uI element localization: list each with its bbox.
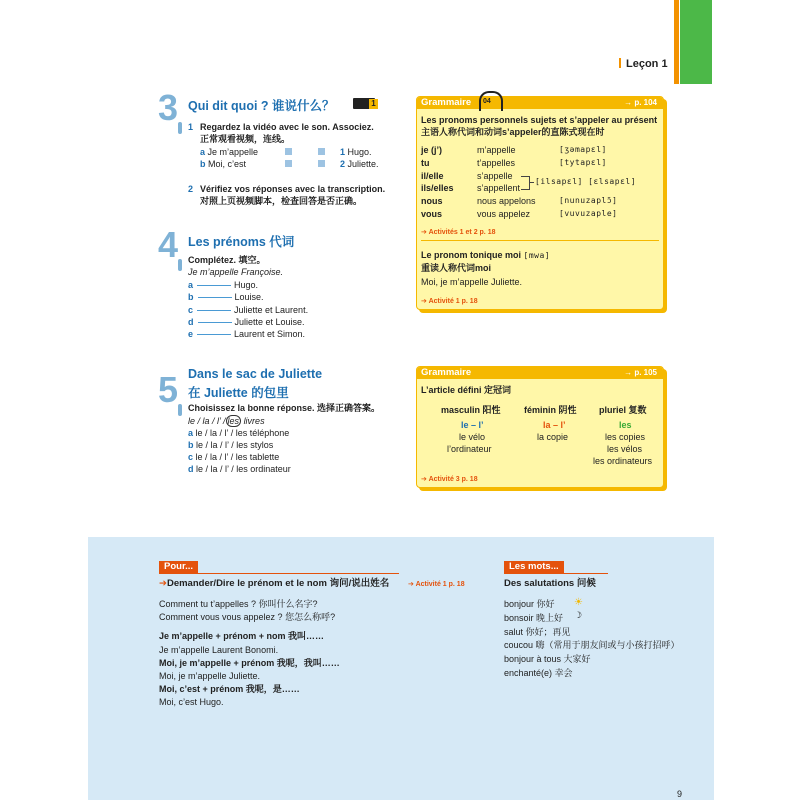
pronoun: il/elle [421,171,444,181]
ex4-item[interactable]: c Juliette et Laurent. [188,305,309,315]
grammar-box-article [416,366,664,488]
ex4-item[interactable]: a Hugo. [188,280,259,290]
q1-instruction-cn: 正常观看视频，连线。 [200,134,291,144]
example-word: les ordinateurs [593,456,653,466]
exercise-5-number: 5 [158,369,179,410]
verb-form: m’appelle [477,145,516,155]
phrase-line: Je m’appelle + prénom + nom 我叫…… [159,631,325,642]
vocab-line: coucou 嗨（常用于朋友间或与小孩打招呼） [504,640,680,651]
divider [421,240,659,241]
exercise-3-number: 3 [158,87,179,128]
lesson-label: Leçon 1 [619,58,668,70]
ex4-item[interactable]: e Laurent et Simon. [188,329,306,339]
ex4-item[interactable]: b Louise. [188,292,264,302]
phrase-line: Comment vous vous appelez ? 您怎么称呼? [159,612,336,623]
column-head-pluriel: pluriel 复数 [599,405,647,415]
phrase-line: Moi, c’est Hugo. [159,697,224,708]
phonetic: [vuvuzaple] [559,209,618,218]
tonic-title-cn: 重读人称代词moi [421,263,492,273]
example-word: les copies [605,432,646,442]
pour-heading: ➔Demander/Dire le prénom et le nom 询问/说出姓名 [159,578,390,589]
grammar-ref[interactable]: → p. 105 [624,368,657,377]
match-dot[interactable] [318,148,325,155]
phrase-line: Je m’appelle Laurent Bonomi. [159,644,279,655]
verb-form: nous appelons [477,196,536,206]
grammar-title: L’article défini 定冠词 [421,385,512,395]
exercise-5-title: Dans le sac de Juliette [188,367,323,381]
connector-line [529,182,534,183]
tonic-title: Le pronom tonique moi [mwa] [421,250,551,260]
q2-number: 2 [188,184,194,194]
phonetic: [ʒəmapɛl] [559,145,607,154]
example-word: l’ordinateur [447,444,492,454]
example-word: le vélo [459,432,486,442]
ex4-instruction: Complétez. 填空。 [188,255,266,265]
phonetic: [tytapɛl] [559,158,607,167]
match-dot[interactable] [285,160,292,167]
match-row-b: b Moi, c’est [200,159,247,169]
match-row-2: 2 Juliette. [340,159,379,169]
activity-ref[interactable]: ➔ Activités 1 et 2 p. 18 [421,229,496,236]
vocab-line: bonsoir 晚上好 [504,612,564,623]
grammar-label: Grammaire [421,97,472,108]
activity-ref[interactable]: ➔ Activité 3 p. 18 [421,476,478,483]
grammar-ref[interactable]: → p. 104 [624,98,657,107]
phrase-line: Moi, c’est + prénom 我呢，是…… [159,684,300,695]
phonetic-shared: [ilsapɛl] [ɛlsapɛl] [535,177,637,186]
ex5-instruction: Choisissez la bonne réponse. 选择正确答案。 [188,403,381,413]
vocab-line: bonjour 你好 [504,599,555,609]
pronoun: tu [421,158,430,168]
exercise-dot [178,404,182,416]
match-dot[interactable] [285,148,292,155]
q2-instruction-cn: 对照上页视频脚本，检查回答是否正确。 [200,196,363,206]
match-row-1: 1 Hugo. [340,147,372,157]
column-head-feminin: féminin 阴性 [524,405,577,415]
grammar-header [417,367,663,379]
article-masculin: le – l’ [461,420,484,430]
audio-track-number: 04 [483,98,491,105]
verb-form: t’appelles [477,158,516,168]
vocab-line: enchanté(e) 幸会 [504,668,573,678]
article-pluriel: les [619,420,632,430]
phrase-line: Moi, je m’appelle Juliette. [159,671,261,681]
ex5-item[interactable]: b le / la / l’ / les stylos [188,440,274,450]
activity-ref[interactable]: ➔ Activité 1 p. 18 [408,581,465,588]
exercise-3-title: Qui dit quoi ? 谁说什么？ [188,99,335,113]
sun-icon: ☀ [574,597,583,608]
pronoun: vous [421,209,443,219]
exercise-4-number: 4 [158,224,179,265]
match-dot[interactable] [318,160,325,167]
grammar-box-pronouns [416,96,664,310]
exercise-dot [178,122,182,134]
mots-heading: Des salutations 问候 [504,578,596,589]
vocab-line: salut 你好；再见 [504,626,571,637]
phrase-line: Comment tu t’appelles ? 你叫什么名字? [159,599,318,609]
example-word: les vélos [607,444,643,454]
pronoun: ils/elles [421,183,454,193]
exercise-5-title-cn: 在 Juliette 的包里 [188,386,289,400]
ex4-example: Je m’appelle Françoise. [188,267,284,277]
moon-icon: ☽ [574,610,583,620]
green-tab [680,0,712,84]
verb-form: s’appelle [477,171,513,181]
pour-tag: Pour... [159,561,198,573]
activity-ref[interactable]: ➔ Activité 1 p. 18 [421,298,478,305]
verb-form: vous appelez [477,209,531,219]
pronoun: je (j’) [421,145,443,155]
q2-instruction: Vérifiez vos réponses avec la transcription. [200,184,386,194]
orange-accent-line [674,0,679,84]
ex5-item[interactable]: c le / la / l’ / les tablette [188,452,280,462]
ex5-example: le / la / l’ / les livres [188,416,265,426]
q1-number: 1 [188,122,194,132]
example-word: la copie [537,432,569,442]
tonic-example: Moi, je m’appelle Juliette. [421,277,523,287]
exercise-4-title: Les prénoms 代词 [188,235,295,249]
phrase-line: Moi, je m’appelle + prénom 我呢，我叫…… [159,657,340,668]
mots-tag: Les mots... [504,561,564,573]
mots-underline [504,573,608,574]
grammar-title: Les pronoms personnels sujets et s’appeler au présent [421,115,658,125]
grammar-title-cn: 主语人称代词和动词s’appeler的直陈式现在时 [421,127,605,137]
verb-form: s’appellent [477,183,521,193]
phonetic: [nunuzaplɔ̃] [559,196,618,205]
ex4-item[interactable]: d Juliette et Louise. [188,317,305,327]
grammar-label: Grammaire [421,367,472,378]
bracket-connector [521,176,530,190]
grammar-header [417,97,663,109]
match-row-a: a Je m’appelle [200,147,259,157]
page-number: 9 [677,789,683,799]
exercise-dot [178,259,182,271]
vocab-line: bonjour à tous 大家好 [504,654,591,665]
ex5-item[interactable]: d le / la / l’ / les ordinateur [188,464,291,474]
article-feminin: la – l’ [543,420,566,430]
track-number: 1 [369,99,378,109]
pronoun: nous [421,196,443,206]
pour-underline [159,573,399,574]
column-head-masculin: masculin 阳性 [441,405,501,415]
q1-instruction: Regardez la vidéo avec le son. Associez. [200,122,374,132]
ex5-item[interactable]: a le / la / l’ / les téléphone [188,428,290,438]
